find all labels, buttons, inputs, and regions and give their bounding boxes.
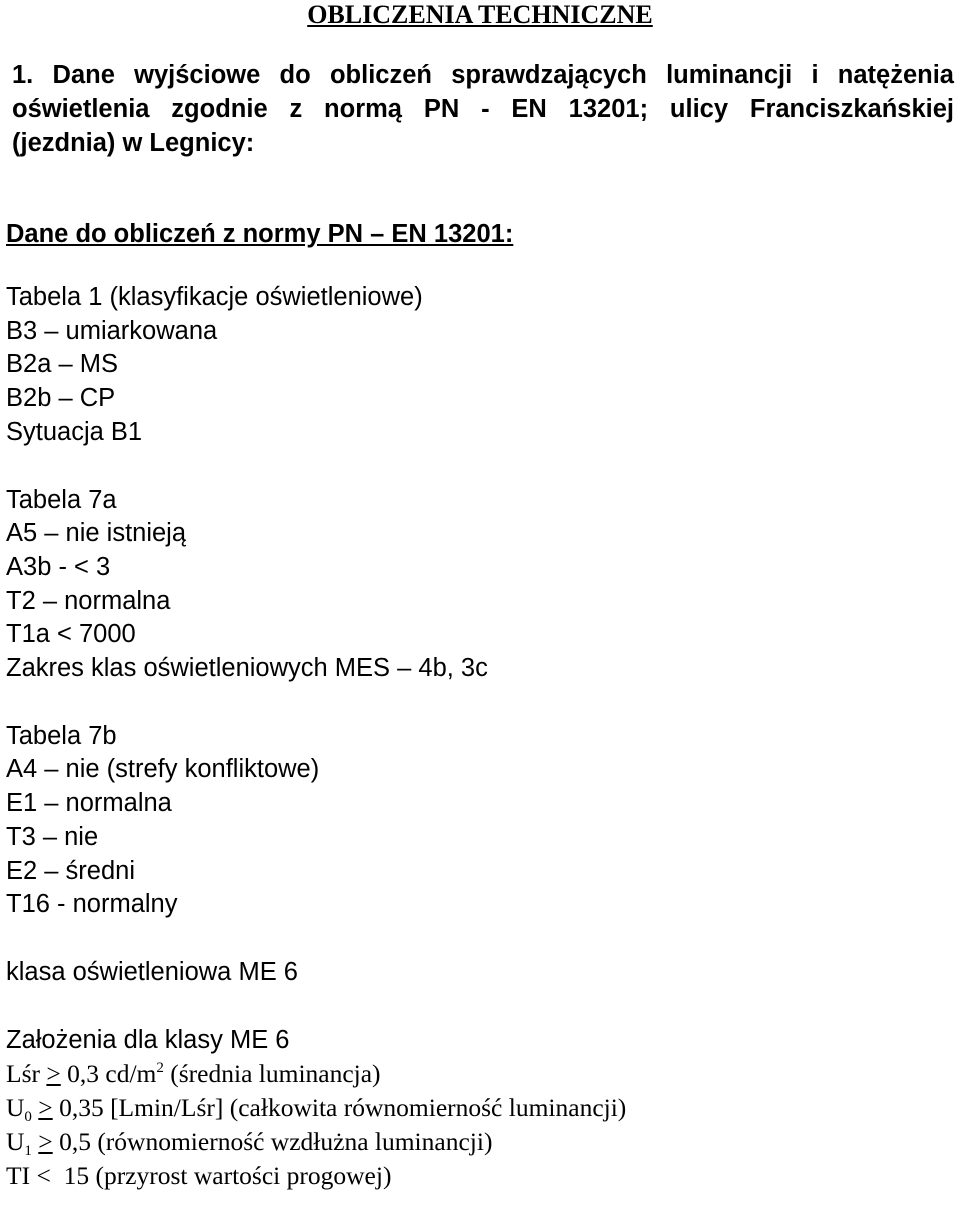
class-block — [6, 956, 954, 990]
gte-operator: > — [38, 1093, 53, 1123]
table7a-line: Tabela 7a — [6, 485, 117, 514]
formula-symbol: U — [6, 1127, 25, 1157]
table1-line: B2a – MS — [6, 350, 118, 379]
table7b-line: T3 – nie — [6, 822, 99, 851]
formula-superscript: 2 — [156, 1060, 164, 1077]
formula-value: 0,3 cd/m — [67, 1059, 157, 1089]
table7b-line: Tabela 7b — [6, 721, 117, 750]
intro-line-3: (jezdnia) w Legnicy: — [12, 129, 255, 157]
table1-line: B2b – CP — [6, 384, 116, 413]
formula-subscript: 0 — [24, 1109, 32, 1126]
table7a-line: Zakres klas oświetleniowych MES – 4b, 3c — [6, 654, 488, 683]
formula-u1 — [6, 1125, 954, 1159]
assumptions-formulas — [6, 1057, 954, 1193]
table7b-line: E2 – średni — [6, 856, 135, 885]
intro-line-1: 1. Dane wyjściowe do obliczeń sprawdzających luminancji i natężenia — [12, 61, 954, 89]
table7b-line: A4 – nie (strefy konfliktowe) — [6, 755, 320, 784]
assumptions-block — [6, 1024, 954, 1058]
table7a-line: A5 – nie istnieją — [6, 519, 187, 548]
formula-ti: TI < 15 (przyrost wartości progowej) — [6, 1161, 392, 1191]
formula-lsr — [6, 1057, 954, 1091]
table1-line: Tabela 1 (klasyfikacje oświetleniowe) — [6, 283, 423, 311]
formula-description: (średnia luminancja) — [170, 1059, 381, 1089]
table7a-block — [6, 484, 954, 686]
table1-block — [6, 281, 954, 450]
table7b-line: T16 - normalny — [6, 890, 178, 919]
table1-line: B3 – umiarkowana — [6, 316, 218, 345]
table7b-line: E1 – normalna — [6, 789, 172, 818]
lighting-class-line: klasa oświetleniowa ME 6 — [6, 957, 298, 986]
formula-subscript: 1 — [24, 1143, 32, 1160]
table1-line: Sytuacja B1 — [6, 417, 143, 446]
intro-paragraph — [6, 58, 954, 160]
formula-symbol: U — [6, 1093, 25, 1123]
document-title: OBLICZENIA TECHNICZNE — [307, 0, 653, 29]
formula-symbol: Lśr — [6, 1059, 40, 1089]
table7a-line: A3b - < 3 — [6, 552, 111, 581]
table7a-line: T2 – normalna — [6, 586, 171, 615]
formula-value: 0,35 [Lmin/Lśr] — [59, 1093, 224, 1123]
formula-u0 — [6, 1091, 954, 1125]
intro-line-2: oświetlenia zgodnie z normą PN - EN 13201; ulicy Franciszkańskiej — [12, 95, 954, 123]
document-page — [6, 0, 954, 1193]
formula-description: (równomierność wzdłużna luminancji) — [97, 1127, 493, 1157]
table7b-block — [6, 720, 954, 922]
gte-operator: > — [38, 1127, 53, 1157]
gte-operator: > — [46, 1059, 61, 1089]
formula-description: (całkowita równomierność luminancji) — [229, 1093, 627, 1123]
table7a-line: T1a < 7000 — [6, 620, 136, 649]
formula-value: 0,5 — [59, 1127, 91, 1157]
assumptions-heading: Założenia dla klasy ME 6 — [6, 1025, 290, 1054]
norm-data-heading: Dane do obliczeń z normy PN – EN 13201: — [6, 220, 514, 248]
